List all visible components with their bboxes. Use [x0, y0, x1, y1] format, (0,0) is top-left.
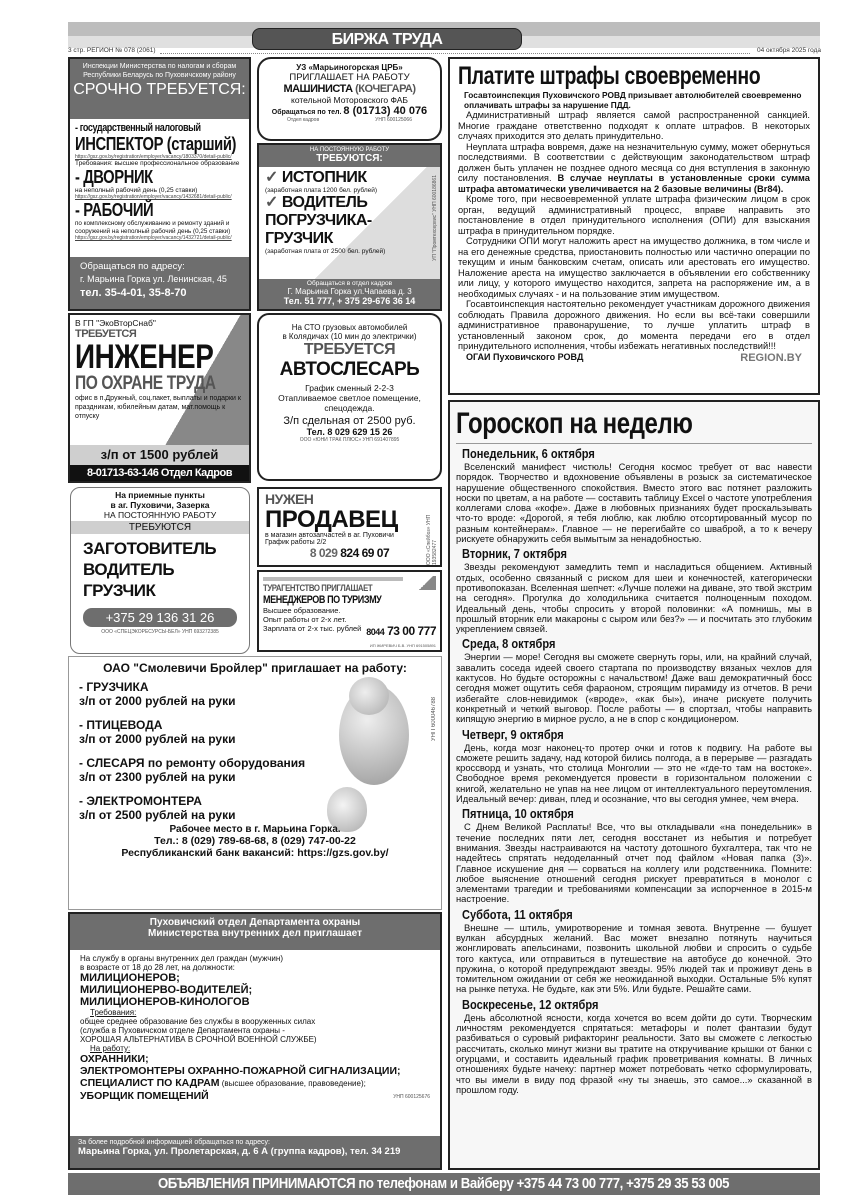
tax-headline: СРОЧНО ТРЕБУЕТСЯ: [73, 81, 246, 98]
broiler-job-pos: - ЭЛЕКТРОМОНТЕРА [79, 794, 202, 808]
footer-text: ОБЪЯВЛЕНИЯ ПРИНИМАЮТСЯ по телефонам и Вайберу +375 44 73 00 777, +375 29 35 53 005 [158, 1175, 730, 1192]
stoker-unp: УП "Промтехсервис" УНП 600186861 [432, 175, 438, 261]
horoscope-title: Гороскоп на неделю [456, 407, 693, 440]
guard-ad [68, 912, 442, 1170]
collector-job: ВОДИТЕЛЬ [83, 560, 175, 579]
guard-work3: СПЕЦИАЛИСТ ПО КАДРАМ [80, 1077, 220, 1089]
page-number: 3 стр. [68, 47, 86, 54]
stoker-contact: Обращаться в отдел кадров [306, 280, 393, 287]
article-signature: ОГАИ Пуховичского РОВД [466, 351, 584, 362]
broiler-job-pay: з/п от 2000 рублей на руки [79, 694, 236, 708]
collector-l2: в аг. Пуховичи, Зазерка [110, 500, 210, 510]
broiler-unp: УНП 600046788 [431, 697, 437, 742]
tax-inspection-ad [68, 57, 251, 311]
tax-link3[interactable]: https://gsz.gov.by/registration/employer/vacancy/1432721/detail-public/ [75, 235, 232, 241]
tax-pos1: ИНСПЕКТОР (старший) [75, 134, 236, 154]
guard-intro1: На службу в органы внутренних дел граждан (мужчин) [80, 954, 283, 963]
stoker-ad [257, 143, 442, 311]
article-paragraph: Неуплата штрафа вовремя, даже на незначительную сумму, может обернуться последствиями. В соответствии с действующим законодательством штраф должен быть уплачен не позднее одного месяца со дня вступления в законную силу постановления. [458, 141, 810, 183]
crb-place: котельной Моторовского ФАБ [291, 95, 408, 105]
page-info [68, 47, 156, 54]
broiler-ad [68, 656, 442, 910]
tour-ad [257, 570, 442, 652]
horoscope-day-text: С Днем Великой Расплаты! Все, что вы откладывали «на понедельник» в течение последних пяти лет, сегодня восстанет из небытия и потребует внимания. Звезды настраиваются на частоту дотошного бухгалтера, так что не надейтесь спрятать недоделанный отчет под файлом «Новая папка (3)». Главное искушение дня — сорваться на коллегу или родственника. Помните: любое выяснение отношений сегодня рискует превратиться в монолог с элементами трагедии и требованиями компенсации за испорченное в 2015-м настроение. [456, 821, 812, 905]
guard-pos: МИЛИЦИОНЕРОВ-КИНОЛОГОВ [80, 996, 250, 1008]
guard-req1: общее среднее образование без службы в вооруженных силах [80, 1017, 316, 1026]
guard-addr: Марьина Горка, ул. Пролетарская, д. 6 А (группа кадров), тел. 34 219 [78, 1146, 401, 1157]
tour-head: ТУРАГЕНТСТВО ПРИГЛАШАЕТ [263, 583, 373, 594]
guard-work4: УБОРЩИК ПОМЕЩЕНИЙ [80, 1090, 209, 1102]
engineer-org: В ГП "ЭкоВторСнаб" [75, 318, 156, 328]
article-lead: Госавтоинспекция Пуховичского РОВД призывает автолюбителей своевременно оплачивать штрафы за нарушение ПДД. [464, 90, 802, 110]
collector-job: ГРУЗЧИК [83, 581, 156, 600]
horoscope-day [456, 727, 812, 805]
broiler-bank[interactable]: Республиканский банк вакансий: https://gzs.gov.by/ [121, 847, 389, 859]
broiler-job-pos: - СЛЕСАРЯ по ремонту оборудования [79, 756, 306, 770]
broiler-job-pos: - ГРУЗЧИКА [79, 680, 149, 694]
tax-pos2: - ДВОРНИК [75, 167, 153, 187]
stoker-top: НА ПОСТОЯННУЮ РАБОТУ [309, 147, 390, 153]
tour-tel-b: 73 00 777 [387, 624, 436, 638]
tax-link2[interactable]: https://gsz.gov.by/registration/employer/vacancy/1432681/detail-public/ [75, 194, 232, 200]
seller-tel-b: 824 69 07 [340, 546, 390, 560]
footer-bar [68, 1173, 820, 1195]
tax-pos1-pre: - государственный налоговый [75, 122, 201, 134]
issue-date: 04 октября 2025 года [756, 47, 821, 54]
guard-pos: МИЛИЦИОНЕРВО-ВОДИТЕЛЕЙ; [80, 984, 253, 996]
mountain-logo-icon [416, 576, 436, 590]
horoscope-day-text: День, когда мозг наконец-то протер очки и готов к подвигу. На работе вы сможете решить задачу, над которой бились полгода, а в перерыве — разгадать кроссворд и узнать, что столица Монголии — это не «где-то там на востоке». Свободное время рекомендуется провести в горизонтальном положении с книгой, желательно не упав на нее лицом от интеллектуального переутомления. Идеальный вечер: диван, плед и осознание, что вы сегодня умнее, чем вчера. [456, 741, 812, 805]
tax-tel: тел. 35-4-01, 35-8-70 [80, 287, 187, 299]
horoscope-day [456, 907, 812, 995]
horoscope-day-title: Суббота, 11 октября [462, 906, 573, 922]
seller-pos: ПРОДАВЕЦ [265, 506, 398, 533]
guard-pos: МИЛИЦИОНЕРОВ; [80, 972, 180, 984]
crb-unp: УНП 600125066 [375, 117, 412, 123]
stoker-pos2b: ПОГРУЗЧИКА- [265, 212, 372, 229]
article-paragraph-bold: В случае неуплаты в установленные сроки сумма штрафа автоматически увеличивается на 2 базовые величины (Br84). [458, 173, 810, 194]
guard-req2: (служба в Пуховичском отделе Департамента охраны - [80, 1026, 285, 1035]
guard-req3: ХОРОШАЯ АЛЬТЕРНАТИВА В СРОЧНОЙ ВОЕННОЙ СЛУЖБЕ) [80, 1035, 317, 1044]
tour-pos: МЕНЕДЖЕРОВ ПО ТУРИЗМУ [263, 594, 382, 606]
seller-unp: ООО «Спейбоз» УНП 193582477 [426, 514, 438, 565]
broiler-job-pos: - ПТИЦЕВОДА [79, 718, 163, 732]
engineer-pos: ИНЖЕНЕР [75, 338, 214, 376]
horoscope-article [448, 400, 820, 1170]
sto-cond: Отапливаемое светлое помещение, спецодежда. [278, 393, 421, 413]
engineer-pos2: ПО ОХРАНЕ ТРУДА [75, 373, 216, 394]
tour-r3: Зарплата от 2-х тыс. рублей [263, 624, 362, 633]
broiler-tel: Тел.: 8 (029) 789-68-68, 8 (029) 747-00-22 [154, 835, 356, 847]
horoscope-day-text: День абсолютной ясности, когда хочется во всем дойти до сути. Творческим личностям рекомендуется спрятаться: метафоры и полет фантазии будут разбиваться о суровый рифакторинг реальности. Зато вы сможете с легкостью рассчитать, сколько минут жизни вы тратите на откручивание крышки от банки с огурцами, и составить идеальный график проветривания комнаты. В личных отношениях будьте начеку: партнер может потребовать четко сформулировать, что вы имели в виду под фразой «ну ты знаешь, это самое...» сказанной в прошлом году. [456, 1011, 812, 1095]
article-paragraph: Кроме того, при несвоевременной уплате штрафа физическим лицом в срок орган, ведущий административный процесс, вправе направить это постановление в отдел принудительного исполнения (ОПИ) для взыскания штрафа в принудительном порядке. [458, 194, 810, 236]
horoscope-day [456, 806, 812, 904]
guard-work2: ЭЛЕКТРОМОНТЕРЫ ОХРАННО-ПОЖАРНОЙ СИГНАЛИЗАЦИИ; [80, 1065, 401, 1077]
guard-req-label: Требования: [90, 1008, 137, 1017]
tax-addr: г. Марьина Горка ул. Ленинская, 45 [80, 274, 227, 284]
tour-r1: Высшее образование. [263, 606, 341, 615]
issue-number: РЕГИОН № 078 (2061) [86, 47, 156, 54]
article-paragraph: Сотрудники ОПИ могут наложить арест на имущество должника, в том числе и на его денежные средства, приостановить полностью или частично операции по текущим и иным банковским счетам, описать или арестовать его имущество. Наложение ареста на имущество заключается в объявлении его собственнику или лицу, у которого имущество находится, запрета на распоряжение им, а в необходимых случаях - и на пользование этим имуществом. [458, 236, 810, 299]
engineer-ad [68, 313, 251, 483]
check-icon: ✓ [265, 194, 278, 211]
tour-r2: Опыт работы от 2-х лет. [263, 615, 347, 624]
sto-l1: На СТО грузовых автомобилей [291, 323, 408, 332]
sto-pay: З/п сдельная от 2500 руб. [283, 415, 416, 427]
horoscope-day-text: Звезды рекомендуют замедлить темп и насладиться общением. Активный отдых, особенно связанный с риском для шеи и конечностей, категорически противопоказан. Вселенная шепчет: «Лучше полежи на диване, это твой экстрим на сегодня». Прогулка до холодильника считается полноценным походом. Идеальный день, чтобы спросить у второй половинки: «А помнишь, мы в прошлый вторник ели макароны с сыром или без?» — и посчитать это глубоким укреплением связей. [456, 561, 812, 635]
horoscope-day [456, 546, 812, 634]
article-paragraph: Госавтоинспекция настоятельно рекомендует участникам дорожного движения соблюдать Правила дорожного движения. Но если вы всё-таки совершили административное правонарушение, то лучше уплатить штраф в установленный законом срок, до момента передачи его в отдел принудительного исполнения, чтобы избежать негативных последствий!!! [458, 299, 810, 351]
sto-l2: в Колядичах (10 мин до электрички) [282, 332, 417, 341]
horoscope-day [456, 446, 812, 544]
tax-pos3: - РАБОЧИЙ [75, 200, 154, 220]
tour-tel-a: 8044 [366, 627, 385, 637]
guard-contact: За более подробной информацией обращаться по адресу: [78, 1139, 270, 1146]
crb-tel-label: Обращаться по тел. [271, 109, 342, 116]
article-paragraph: Административный штраф является самой распространенной санкцией. Многие граждане ответственно подходят к оплате штрафов. В некоторых случаях приходится это делать принудительно. [458, 110, 810, 141]
engineer-tel: 8-01713-63-146 Отдел Кадров [70, 465, 249, 481]
seller-sched: График работы 2/2 [265, 539, 327, 546]
crb-org: УЗ «Марьиногорская ЦРБ» [296, 63, 403, 72]
engineer-req: ТРЕБУЕТСЯ [75, 328, 137, 340]
guard-head2: Министерства внутренних дел приглашает [147, 928, 362, 939]
horoscope-day-title: Понедельник, 6 октября [462, 446, 595, 461]
broiler-job-pay: з/п от 2000 рублей на руки [79, 732, 236, 746]
sto-ad [257, 313, 442, 481]
engineer-desc: офис в п.Дружный, соц.пакет, выплаты и подарки к праздникам, юбилейным датам, мат.помощь к отпуску [75, 395, 241, 420]
horoscope-day-text: Внешне — штиль, умиротворение и томная зевота. Внутренне — бушует вулкан абсурдных желаний. Вас может внезапно потянуть научиться жонглировать апельсинами, позвонить школьной любви и спросить о судьбе того кактуса, или отправиться в путешествие на автобусе до конечной. Это пружина, о которой предупреждают звезды. 95% людей так и проживут день в томительном ожидании от себя же неожиданной выходки. Остальные 5% купят на рынке петуха. Не будьте, как эти 5%. Или будьте. Решайте сами. [456, 921, 812, 995]
collector-l3: НА ПОСТОЯННУЮ РАБОТУ [103, 510, 217, 520]
collector-tel: +375 29 136 31 26 [83, 608, 237, 627]
crb-tel: 8 (01713) 40 076 [343, 105, 428, 117]
stoker-pay1: (заработная плата 1200 бел. рублей) [265, 187, 378, 194]
horoscope-day-title: Воскресенье, 12 октября [462, 996, 599, 1012]
tour-unp: ИП ЖИРЕВИЧ Б.В. УНП 691505891 [369, 643, 436, 648]
horoscope-day-text: Энергии — море! Сегодня вы сможете свернуть горы, или, на крайний случай, завалить соседа идеей своего стартапа по производству вязаных чехлов для кактусов. Но будьте осторожны с начальством! Даже ваш демократичный босс сегодня может ощутить себя фараоном, строящим пирамиду из отчетов. В речи избегайте слов-невидимок («вроде», «как бы»), иначе рискуете получить конкретный и четкий выговор. После работы — в спортзал, чтобы направить кипящую энергию в мирное русло, а не в спор с кондиционером. [456, 651, 812, 725]
stoker-pay2: (заработная плата от 2500 бел. рублей) [265, 248, 386, 255]
stoker-addr: Г. Марьина Горка ул.Чапаева д. 3 [287, 287, 412, 296]
collector-req: ТРЕБУЮТСЯ [71, 521, 249, 534]
tax-desc3: по комплексному обслуживанию и ремонту зданий и сооружений на неполный рабочий день (0,25 ставки) [75, 220, 231, 235]
horoscope-day-title: Пятница, 10 октября [462, 806, 574, 822]
sto-pos: АВТОСЛЕСАРЬ [279, 359, 420, 380]
seller-ad [257, 487, 442, 567]
guard-work1: ОХРАННИКИ; [80, 1053, 149, 1065]
stoker-tel: Тел. 51 777, + 375 29-676 36 14 [283, 296, 416, 306]
horoscope-day-text: Вселенский манифест чистюль! Сегодня космос требует от вас навести порядок. Творчество и вдохновение объявлены в розыск за систематическое нарушение общественного спокойствия. Вместо этого вас потянет разложить носки по цветам, а на работе — составить таблицу Excel о частоте употребления коллегами слова «кофе». Даже в любовных признаниях будет проскальзывать что-то вроде: «Дорогой, я тебя люблю, как люблю отсортированный мусор по разным контейнерам». Главное — не перегибайте со шваброй, а то к вечеру рискуете обнаружить себя вымытым за ненадобностью. [456, 461, 812, 545]
seller-place: в магазин автозапчастей в аг. Пуховичи [265, 532, 394, 539]
crb-dept: Отдел кадров [287, 117, 320, 123]
sto-req: ТРЕБУЕТСЯ [303, 341, 396, 358]
broiler-place: Рабочее место в г. Марьина Горка. [169, 824, 341, 835]
tax-link1[interactable]: https://gsz.gov.by/registration/employer/vacancy/1803370/detail-public/ [75, 154, 232, 160]
broiler-job-pay: з/п от 2500 рублей на руки [79, 808, 236, 822]
stoker-pos1: ИСТОПНИК [281, 169, 367, 186]
horoscope-day-title: Среда, 8 октября [462, 636, 556, 652]
collector-unp: ООО «СПЕЦЭКОРЕСУРСЫ-БЕЛ» УНП 693272385 [101, 629, 219, 635]
article-title: Платите штрафы своевременно [458, 62, 761, 90]
tax-org: Инспекции Министерства по налогам и сборам Республики Беларусь по Пуховичскому району [82, 63, 237, 79]
guard-head1: Пуховичский отдел Департамента охраны [149, 917, 361, 928]
horoscope-day-title: Четверг, 9 октября [462, 726, 564, 742]
check-icon: ✓ [265, 169, 278, 186]
seller-tel-a: 8 029 [309, 546, 338, 560]
tax-addr-label: Обращаться по адресу: [80, 261, 185, 272]
stoker-head: ТРЕБУЮТСЯ: [316, 153, 383, 164]
horoscope-day-title: Вторник, 7 октября [462, 546, 567, 562]
crb-pos-a: МАШИНИСТА [283, 83, 353, 95]
horoscope-day [456, 997, 812, 1095]
crb-ad [257, 57, 442, 141]
guard-work3-note: (высшее образование, правоведение); [221, 1079, 366, 1088]
horoscope-day [456, 636, 812, 724]
broiler-job-pay: з/п от 2300 рублей на руки [79, 770, 236, 784]
sto-tel: Тел. 8 029 629 15 26 [306, 427, 393, 437]
broiler-title: ОАО "Смолевичи Бройлер" приглашает на работу: [103, 661, 407, 675]
source-logo: REGION.BY [740, 351, 802, 364]
crb-invite: ПРИГЛАШАЕТ НА РАБОТУ [289, 72, 410, 83]
fines-article [448, 57, 820, 395]
seller-need: НУЖЕН [265, 491, 314, 507]
engineer-pay: з/п от 1500 рублей [70, 445, 249, 465]
guard-unp: УНП 600125676 [393, 1094, 430, 1100]
header-dotted-rule [160, 53, 750, 54]
tax-desc2: на неполный рабочий день (0,25 ставки) [75, 187, 198, 194]
stoker-pos2a: ВОДИТЕЛЬ [281, 194, 368, 211]
sto-sched: График сменный 2-2-3 [305, 383, 394, 393]
guard-work-label: На работу: [90, 1044, 131, 1053]
section-title: БИРЖА ТРУДА [252, 28, 522, 50]
guard-intro2: в возрасте от 18 до 28 лет, на должности: [80, 963, 235, 972]
sto-unp: ООО «ЮНИ ТРАК ПЛЮС» УНП 691407895 [299, 437, 400, 443]
stoker-pos2c: ГРУЗЧИК [265, 230, 333, 247]
crb-pos-b: (КОЧЕГАРА) [355, 83, 416, 95]
tax-req1: Требования: высшее профессиональное образование [75, 160, 240, 167]
collector-job: ЗАГОТОВИТЕЛЬ [83, 539, 217, 558]
collector-ad [70, 487, 250, 654]
collector-l1: На приемные пункты [115, 490, 205, 500]
